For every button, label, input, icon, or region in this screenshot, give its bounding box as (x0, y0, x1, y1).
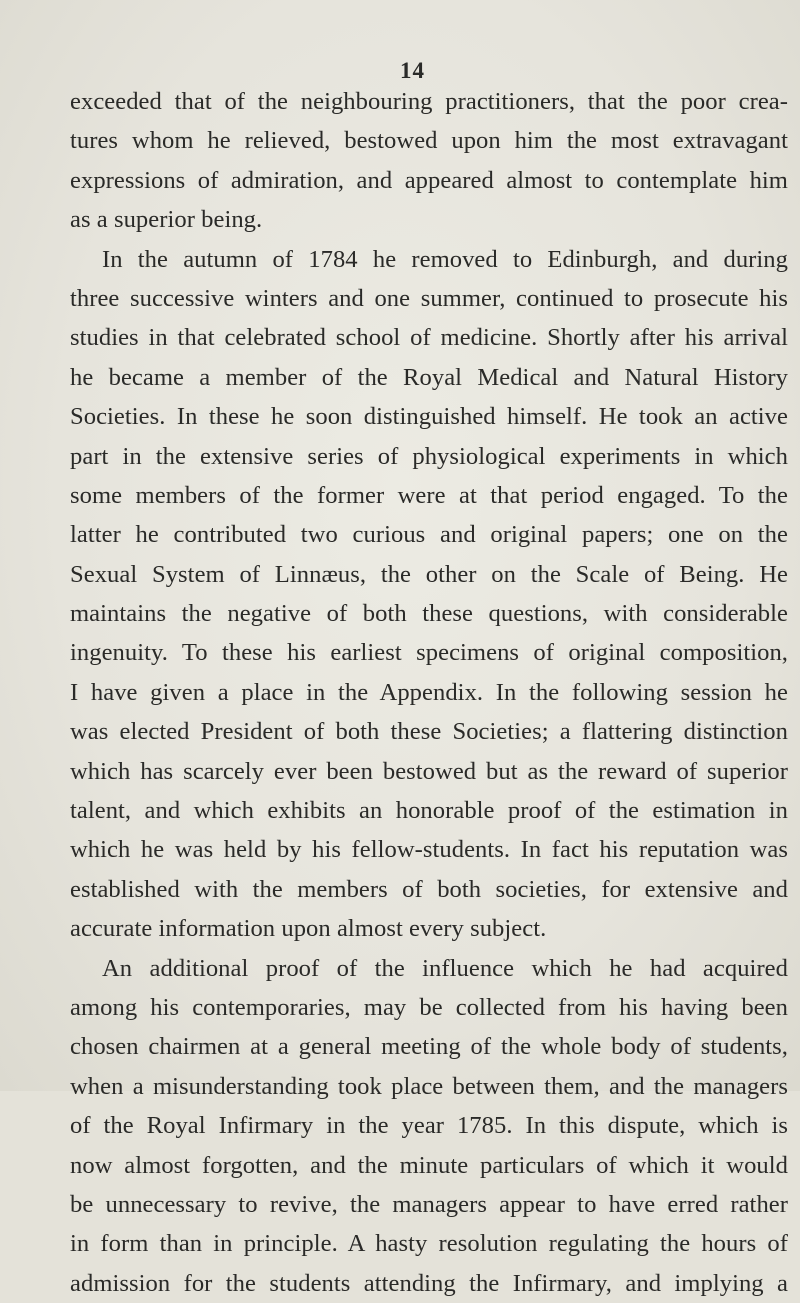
text-line: which he was held by his fellow-students. In fact his reputation was (70, 836, 788, 864)
text-line: latter he contributed two curious and original papers; one on the (70, 521, 788, 549)
text-line: studies in that celebrated school of medicine. Shortly after his arrival (70, 324, 788, 352)
text-line: some members of the former were at that period engaged. To the (70, 481, 788, 509)
text-line: which has scarcely ever been bestowed but as the reward of superior (70, 757, 788, 785)
text-line: be unnecessary to revive, the managers appear to have erred rather (70, 1190, 788, 1218)
text-line: I have given a place in the Appendix. In the following session he (70, 678, 788, 706)
text-line: exceeded that of the neighbouring practitioners, that the poor crea- (70, 88, 788, 115)
text-line: established with the members of both societies, for extensive and (70, 875, 788, 903)
text-line: as a superior being. (70, 206, 263, 234)
text-line: when a misunderstanding took place between them, and the managers (70, 1072, 788, 1100)
text-line: In the autumn of 1784 he removed to Edinburgh, and during (102, 245, 788, 273)
text-line: in form than in principle. A hasty resolution regulating the hours of (70, 1230, 788, 1258)
text-line: he became a member of the Royal Medical and Natural History (70, 363, 788, 391)
text-line: ingenuity. To these his earliest specimens of original composition, (70, 639, 788, 667)
text-line: admission for the students attending the Infirmary, and implying a (70, 1269, 788, 1297)
text-line: three successive winters and one summer, continued to prosecute his (70, 284, 788, 312)
text-line: talent, and which exhibits an honorable proof of the estimation in (70, 797, 788, 825)
text-line: among his contemporaries, may be collected from his having been (70, 993, 788, 1021)
text-line: part in the extensive series of physiological experiments in which (70, 442, 788, 470)
text-line: Societies. In these he soon distinguished himself. He took an active (70, 403, 788, 431)
text-line: maintains the negative of both these questions, with considerable (70, 600, 788, 628)
text-line: of the Royal Infirmary in the year 1785. In this dispute, which is (70, 1112, 788, 1140)
text-line: expressions of admiration, and appeared almost to contemplate him (70, 166, 788, 194)
text-line: was elected President of both these Societies; a flattering distinction (70, 718, 788, 746)
text-line: An additional proof of the influence which he had acquired (102, 954, 788, 982)
text-line: tures whom he relieved, bestowed upon him the most extravagant (70, 127, 788, 155)
page-number: 14 (400, 58, 425, 83)
body-text (70, 82, 788, 1303)
text-line: chosen chairmen at a general meeting of the whole body of students, (70, 1033, 788, 1061)
text-line: accurate information upon almost every subject. (70, 915, 547, 943)
text-line: now almost forgotten, and the minute particulars of which it would (70, 1151, 788, 1179)
text-line: Sexual System of Linnæus, the other on the Scale of Being. He (70, 560, 788, 588)
